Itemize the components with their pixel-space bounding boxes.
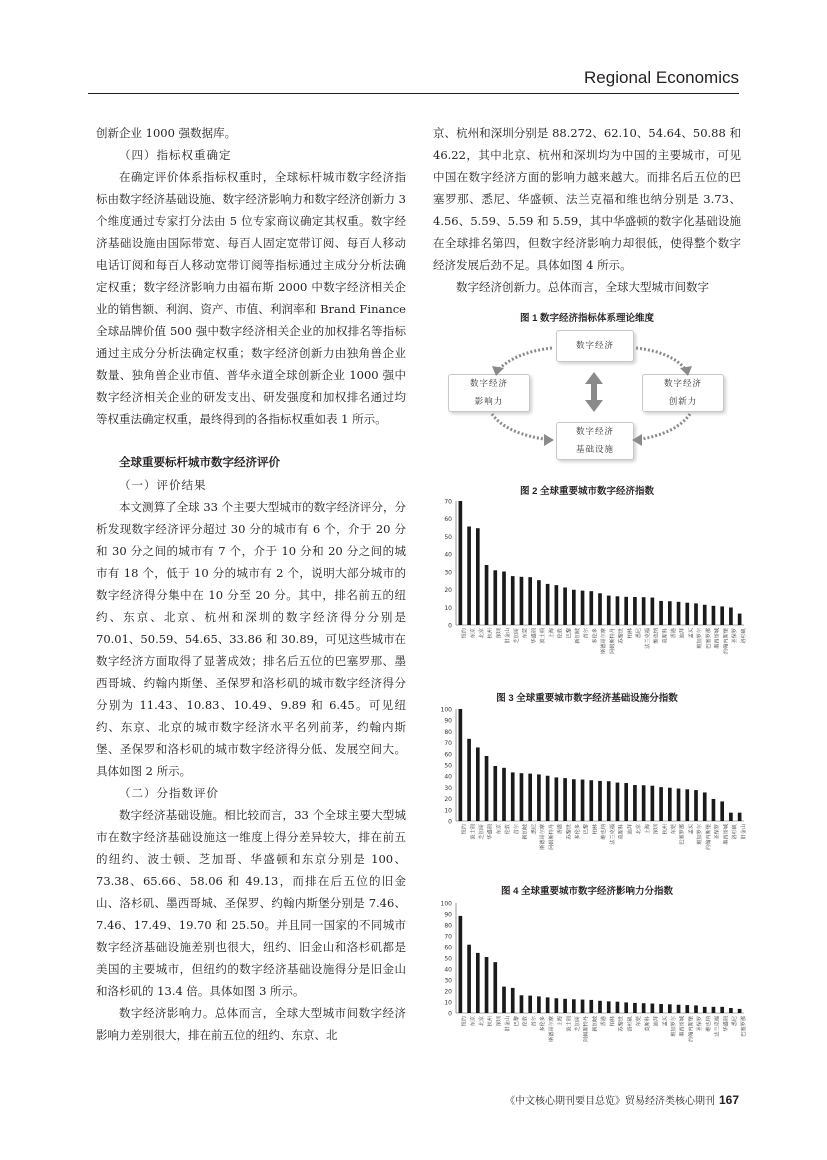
bar <box>572 999 576 1013</box>
bar <box>581 780 585 821</box>
bar <box>685 1005 689 1013</box>
x-tick-label: 维也纳 <box>601 824 608 840</box>
x-tick-label: 圣保罗 <box>697 1016 704 1032</box>
y-tick-label: 60 <box>444 516 452 524</box>
bar <box>581 1000 585 1013</box>
subhead-results: （一）评价结果 <box>119 478 207 492</box>
bar <box>738 813 742 821</box>
x-tick-label: 多伦多 <box>575 824 582 840</box>
x-tick-label: 孟买 <box>688 628 695 639</box>
paragraph-continue: 创新企业 1000 强数据库。 <box>96 126 237 140</box>
bar <box>738 1009 742 1013</box>
bar <box>624 1002 628 1013</box>
x-tick-label: 东莞 <box>522 628 529 639</box>
x-tick-label: 约翰内斯堡 <box>688 1016 695 1042</box>
bar <box>555 585 559 625</box>
bar <box>502 572 506 625</box>
bar <box>493 570 497 625</box>
bar <box>633 785 637 821</box>
x-tick-label: 悉尼 <box>531 824 538 835</box>
y-tick-label: 70 <box>444 498 452 506</box>
bar <box>685 789 689 821</box>
bar <box>589 780 593 821</box>
x-tick-label: 阿姆斯特丹 <box>548 824 555 850</box>
y-tick-label: 40 <box>444 966 452 974</box>
x-tick-label: 杭州 <box>487 628 494 639</box>
y-tick-label: 30 <box>444 569 452 577</box>
header-rule <box>88 93 739 94</box>
bar <box>642 785 646 821</box>
x-tick-label: 莫斯科 <box>662 628 669 644</box>
bar <box>555 777 559 821</box>
x-tick-label: 华盛顿 <box>487 824 494 840</box>
paragraph-weights: 在确定评价体系指标权重时，全球标杆城市数字经济指标由数字经济基础设施、数字经济影响力和数字经济创新力 3 个维度通过专家打分法由 5 位专家商议确定其权重。数字经济基础设施由国际带宽、每百人固定宽带订阅、每百人移动电话订阅和每百人移动宽带订阅等指标通过主成分分析法确定权重；数字经济影响力由福布斯 2000 中数字经济相关企业的销售额、利润、资产、市值、利润率和 Brand Finance 全球品牌价值 500 强中数字经济相关企业的加权排名等指标通过主成分分析法确定权重；数字经济创新力由独角兽企业数量、独角兽企业市值、普华永道全球创新企业 1000 强中数字经济相关企业的研发支出、研发强度和加权排名通过均等权重法确定权重，最终得到的各指标权重如表 1 所示。 <box>96 170 406 426</box>
x-tick-label: 孟买 <box>662 1016 669 1027</box>
bar <box>563 778 567 821</box>
bar <box>668 788 672 821</box>
bar <box>537 580 541 625</box>
x-tick-label: 上海 <box>548 628 555 639</box>
y-tick-label: 70 <box>444 740 452 748</box>
x-tick-label: 迪拜 <box>679 628 686 639</box>
figure2-caption: 图 2 全球重要城市数字经济指数 <box>519 486 655 497</box>
x-tick-label: 上海 <box>644 824 651 835</box>
arrow-top-left <box>498 348 552 370</box>
x-tick-label: 上海 <box>557 1016 564 1027</box>
section-title: 全球重要标杆城市数字经济评价 <box>119 457 280 469</box>
y-tick-label: 60 <box>444 751 452 759</box>
bar <box>729 1008 733 1013</box>
x-tick-label: 纽约 <box>461 628 468 639</box>
figure3-caption: 图 3 全球重要城市数字经济基础设施分指数 <box>496 693 678 704</box>
x-tick-label: 旧金山 <box>505 628 512 644</box>
double-arrow-icon <box>585 372 603 412</box>
x-tick-label: 斯德哥尔摩 <box>548 1016 555 1042</box>
x-tick-label: 多伦多 <box>592 628 599 644</box>
bar <box>528 996 532 1013</box>
bar <box>738 614 742 625</box>
bar <box>651 1004 655 1013</box>
x-tick-label: 芝加哥 <box>575 1016 582 1032</box>
bar <box>502 987 506 1013</box>
y-tick-label: 20 <box>444 587 452 595</box>
x-tick-label: 伦敦 <box>522 1016 529 1027</box>
bar <box>651 786 655 821</box>
paragraph-infrastructure: 数字经济基础设施。相比较而言，33 个全球主要大型城市在数字经济基础设施这一维度上得分差异较大，排在前五的纽约、波士顿、芝加哥、华盛顿和东京分别是 100、73.38、65.66、58.06 和 49.13，而排在后五位的旧金山、洛杉矶、墨西哥城、圣保罗、约翰内斯堡分别是 7.46、7.46、17.49、19.70 和 25.50。并且同一国家的不同城市数字经济基础设施差别也很大，纽约、旧金山和洛杉矶都是美国的主要城市，但纽约的数字经济基础设施得分是旧金山和洛杉矶的 13.4 倍。具体如图 3 所示。 <box>96 808 406 998</box>
bar <box>589 1000 593 1013</box>
y-tick-label: 80 <box>444 922 452 930</box>
y-tick-label: 90 <box>444 717 452 725</box>
running-head: Regional Economics <box>584 68 739 87</box>
bar <box>459 501 463 625</box>
x-tick-label: 北京 <box>479 1016 486 1027</box>
bar <box>485 565 489 625</box>
bar <box>607 596 611 625</box>
bar <box>572 779 576 821</box>
left-column <box>96 122 406 1046</box>
figure1-caption: 图 1 数字经济指标体系理论维度 <box>519 313 655 324</box>
x-tick-label: 华盛顿 <box>531 628 538 644</box>
bar <box>607 781 611 821</box>
x-tick-label: 圣保罗 <box>732 628 739 644</box>
arrowhead-bottom-left <box>544 434 554 446</box>
x-tick-label: 首尔 <box>513 824 520 835</box>
x-tick-label: 法兰克福 <box>644 628 651 649</box>
x-tick-label: 深圳 <box>653 824 660 835</box>
node-infrastructure <box>556 422 634 460</box>
bar <box>537 774 541 821</box>
x-tick-label: 东莞 <box>636 1016 643 1027</box>
paragraph-results: 本文测算了全球 33 个主要大型城市的数字经济评分，分析发现数字经济评分超过 30 分的城市有 6 个，介于 20 分和 30 分之间的城市有 7 个，介于 10 分和 20 分之间的城市有 18 个，低于 10 分的城市有 2 个，说明大部分城市的数字经济得分集中在 10 分至 20 分。其中，排名前五的纽约、东京、北京、杭州和深圳的数字经济得分分别是 70.01、50.59、54.65、33.86 和 30.89，可见这些城市在数字经济方面取得了显著成效；排名后五位的巴塞罗那、墨西哥城、约翰内斯堡、圣保罗和洛杉矶的城市数字经济得分分别为 11.43、10.83、10.49、9.89 和 6.45。可见纽约、东京、北京的城市数字经济水平名列前茅，约翰内斯堡、圣保罗和洛杉矶的城市数字经济得分低、发展空间大。具体如图 2 所示。 <box>96 500 406 778</box>
x-tick-label: 华盛顿 <box>723 1016 730 1032</box>
x-tick-label: 伦敦 <box>505 824 512 835</box>
bar <box>720 801 724 821</box>
bar <box>677 789 681 821</box>
bar <box>476 528 480 625</box>
bar <box>598 593 602 625</box>
x-tick-label: 芝加哥 <box>513 628 520 644</box>
bar <box>712 606 716 625</box>
bar <box>729 813 733 821</box>
bar <box>511 576 515 625</box>
x-tick-label: 巴黎 <box>583 824 590 835</box>
x-tick-label: 巴黎 <box>566 628 573 639</box>
node-influence <box>448 374 530 412</box>
x-tick-label: 巴塞罗那 <box>705 628 712 649</box>
x-tick-label: 波士顿 <box>540 628 547 644</box>
x-tick-label: 伦敦 <box>557 628 564 639</box>
x-tick-label: 迪拜 <box>627 824 634 835</box>
bar <box>668 1004 672 1013</box>
bar <box>720 606 724 625</box>
subhead-weights: （四）指标权重确定 <box>119 148 232 162</box>
bar <box>467 739 471 821</box>
x-tick-label: 维也纳 <box>705 1016 712 1032</box>
x-tick-label: 苏黎世 <box>618 628 625 644</box>
arrow-bottom-right <box>636 414 690 440</box>
bar <box>563 587 567 625</box>
subhead-subindex: （二）分指数评价 <box>119 786 219 800</box>
x-tick-label: 旧金山 <box>740 824 747 840</box>
y-tick-label: 10 <box>444 999 452 1007</box>
x-tick-label: 洛杉矶 <box>740 628 747 644</box>
bar <box>520 577 524 625</box>
node-infrastructure-line2: 基础设施 <box>575 445 614 455</box>
page-number: 167 <box>718 1093 739 1107</box>
bar <box>685 603 689 625</box>
bar <box>694 603 698 625</box>
paragraph-innovation: 数字经济创新力。总体而言，全球大型城市间数字 <box>456 280 709 294</box>
bar <box>528 774 532 821</box>
x-tick-label: 杭州 <box>487 1016 494 1027</box>
x-tick-label: 波士顿 <box>470 824 477 840</box>
x-tick-label: 迪拜 <box>653 1016 660 1027</box>
bar <box>616 1002 620 1013</box>
x-tick-label: 香港 <box>601 1016 608 1027</box>
x-tick-label: 法兰克福 <box>609 824 616 845</box>
x-tick-label: 莫斯科 <box>618 824 625 840</box>
bar <box>546 584 550 625</box>
right-column <box>433 122 741 298</box>
paragraph-influence-continue: 京、杭州和深圳分别是 88.272、62.10、54.64、50.88 和 46.22，其中北京、杭州和深圳均为中国的主要城市，可见中国在数字经济方面的影响力越来越大。而排名后五位的巴塞罗那、悉尼、华盛顿、法兰克福和维也纳分别是 3.73、4.56、5.59、5.59 和 5.59，其中华盛顿的数字化基础设施在全球排名第四，但数字经济影响力却很低，使得整个数字经济发展后劲不足。具体如图 4 所示。 <box>433 126 741 272</box>
bar <box>703 1007 707 1013</box>
bar <box>624 597 628 625</box>
y-tick-label: 90 <box>444 911 452 919</box>
y-tick-label: 40 <box>444 773 452 781</box>
bar <box>476 953 480 1013</box>
bar <box>467 527 471 625</box>
bar <box>642 597 646 625</box>
node-innovation <box>642 374 724 412</box>
bar <box>659 1004 663 1013</box>
arrow-top-right <box>636 348 686 370</box>
x-tick-label: 柏林 <box>609 1016 616 1027</box>
x-tick-label: 悉尼 <box>636 628 643 639</box>
x-tick-label: 东莞 <box>671 824 678 835</box>
bar <box>703 792 707 821</box>
node-innovation-line2: 创新力 <box>668 397 698 407</box>
bar <box>467 945 471 1013</box>
x-tick-label: 法兰克福 <box>714 1016 721 1037</box>
x-tick-label: 巴塞罗那 <box>679 824 686 845</box>
figure4-chart <box>436 897 752 1072</box>
y-tick-label: 30 <box>444 977 452 985</box>
x-tick-label: 波士顿 <box>566 1016 573 1032</box>
bar <box>546 776 550 821</box>
bar <box>659 787 663 821</box>
x-tick-label: 墨西哥城 <box>679 1016 686 1037</box>
x-tick-label: 新加坡 <box>522 824 529 840</box>
y-tick-label: 80 <box>444 728 452 736</box>
x-tick-label: 圣保罗 <box>714 824 721 840</box>
x-tick-label: 维也纳 <box>653 628 660 644</box>
bar <box>668 601 672 625</box>
y-tick-label: 100 <box>440 706 452 714</box>
x-tick-label: 多伦多 <box>540 1016 547 1032</box>
bar <box>589 591 593 625</box>
paragraph-influence: 数字经济影响力。总体而言，全球大型城市间数字经济影响力差别很大，排在前五位的纽约、东京、北 <box>96 1006 406 1042</box>
x-tick-label: 纽约 <box>461 824 468 835</box>
node-infrastructure-line1: 数字经济 <box>575 427 614 437</box>
bar <box>703 605 707 625</box>
bar <box>493 766 497 821</box>
x-tick-label: 洛杉矶 <box>732 824 739 840</box>
y-tick-label: 0 <box>448 1010 452 1018</box>
x-tick-label: 苏黎世 <box>566 824 573 840</box>
y-tick-label: 30 <box>444 784 452 792</box>
x-tick-label: 洛杉矶 <box>627 1016 634 1032</box>
bar <box>528 577 532 625</box>
bar <box>616 783 620 821</box>
node-influence-line1: 数字经济 <box>469 379 508 389</box>
bar <box>616 596 620 625</box>
x-tick-label: 新加坡 <box>575 628 582 644</box>
x-tick-label: 约翰内斯堡 <box>723 628 730 654</box>
x-tick-label: 阿姆斯特丹 <box>609 628 616 654</box>
bar <box>607 1001 611 1013</box>
bar <box>476 747 480 821</box>
bar <box>677 1005 681 1013</box>
bar <box>677 602 681 625</box>
bar <box>694 790 698 821</box>
x-tick-label: 墨西哥城 <box>714 628 721 649</box>
x-tick-label: 首尔 <box>531 1016 538 1027</box>
x-tick-label: 莫斯科 <box>644 1016 651 1032</box>
bar <box>659 601 663 625</box>
bar <box>642 1003 646 1013</box>
x-tick-label: 杭州 <box>662 824 669 835</box>
y-tick-label: 100 <box>440 900 452 908</box>
x-tick-label: 芝加哥 <box>479 824 486 840</box>
x-tick-label: 约翰内斯堡 <box>705 824 712 850</box>
node-influence-line2: 影响力 <box>474 397 504 407</box>
bar <box>633 597 637 625</box>
bar <box>729 607 733 625</box>
bar <box>598 781 602 821</box>
bar <box>563 999 567 1013</box>
x-tick-label: 苏黎世 <box>618 1016 625 1032</box>
footer-journal: 《中文核心期刊要目总览》贸易经济类核心期刊 <box>504 1096 715 1107</box>
bar <box>459 709 463 821</box>
y-tick-label: 0 <box>448 622 452 630</box>
y-tick-label: 10 <box>444 807 452 815</box>
bar <box>502 768 506 821</box>
y-tick-label: 40 <box>444 551 452 559</box>
y-tick-label: 50 <box>444 762 452 770</box>
y-tick-label: 10 <box>444 604 452 612</box>
bar <box>624 783 628 821</box>
x-tick-label: 阿姆斯特丹 <box>583 1016 590 1042</box>
bar <box>581 591 585 625</box>
y-tick-label: 50 <box>444 533 452 541</box>
x-tick-label: 班加罗尔 <box>671 1016 678 1037</box>
x-tick-label: 悉尼 <box>732 1016 739 1027</box>
bar <box>598 1001 602 1013</box>
bar <box>511 988 515 1013</box>
y-tick-label: 0 <box>448 818 452 826</box>
arrow-bottom-left <box>492 414 550 440</box>
bar <box>493 962 497 1013</box>
bar <box>572 590 576 625</box>
x-tick-label: 香港 <box>557 824 564 835</box>
x-tick-label: 巴黎 <box>513 1016 520 1027</box>
bar <box>546 997 550 1013</box>
y-tick-label: 70 <box>444 933 452 941</box>
y-tick-label: 20 <box>444 988 452 996</box>
x-tick-label: 巴塞罗那 <box>740 1016 747 1037</box>
x-tick-label: 柏林 <box>627 628 634 639</box>
x-tick-label: 柏林 <box>592 824 599 835</box>
bar <box>520 773 524 821</box>
x-tick-label: 墨西哥城 <box>723 824 730 845</box>
y-tick-label: 60 <box>444 944 452 952</box>
x-tick-label: 斯德哥尔摩 <box>601 628 608 654</box>
y-tick-label: 20 <box>444 796 452 804</box>
bar <box>511 772 515 821</box>
bar <box>537 996 541 1013</box>
x-tick-label: 班加罗尔 <box>697 628 704 649</box>
figure1-diagram <box>446 326 736 464</box>
x-tick-label: 旧金山 <box>505 1016 512 1032</box>
x-tick-label: 东京 <box>470 628 477 639</box>
page-footer <box>505 1092 739 1107</box>
node-digital-economy: 数字经济 <box>556 330 634 362</box>
x-tick-label: 东京 <box>496 824 503 835</box>
x-tick-label: 深圳 <box>496 1016 503 1027</box>
bar <box>459 916 463 1013</box>
bar <box>485 957 489 1013</box>
x-tick-label: 首尔 <box>583 628 590 639</box>
x-tick-label: 香港 <box>671 628 678 639</box>
x-tick-label: 斯德哥尔摩 <box>540 824 547 850</box>
bar <box>712 1007 716 1013</box>
y-tick-label: 50 <box>444 955 452 963</box>
figure3-chart <box>436 703 752 875</box>
x-tick-label: 孟买 <box>688 824 695 835</box>
bar <box>694 1005 698 1013</box>
x-tick-label: 北京 <box>636 824 643 835</box>
bar <box>485 756 489 821</box>
bar <box>720 1007 724 1013</box>
figure2-chart <box>436 495 752 681</box>
node-innovation-line1: 数字经济 <box>663 379 702 389</box>
x-tick-label: 北京 <box>479 628 486 639</box>
bar <box>555 998 559 1013</box>
figure4-caption: 图 4 全球重要城市数字经济影响力分指数 <box>500 886 674 897</box>
bar <box>520 995 524 1013</box>
bar <box>712 799 716 821</box>
x-tick-label: 纽约 <box>461 1016 468 1027</box>
x-tick-label: 班加罗尔 <box>697 824 704 845</box>
bar <box>633 1003 637 1013</box>
x-tick-label: 新加坡 <box>592 1016 599 1032</box>
x-tick-label: 深圳 <box>496 628 503 639</box>
x-tick-label: 东京 <box>470 1016 477 1027</box>
bar <box>651 598 655 625</box>
